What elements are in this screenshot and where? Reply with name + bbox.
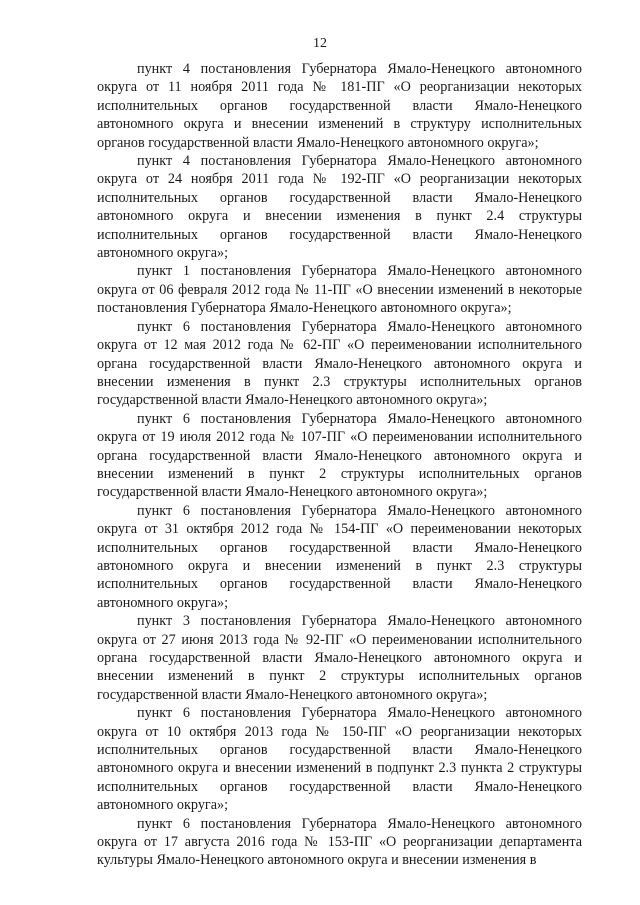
paragraph: пункт 6 постановления Губернатора Ямало-Ненецкого автономного округа от 31 октября 2012 года № 154-ПГ «О переименовании некоторых исполнительных органов государственной власти Ямало-Ненецкого автономного округа и внесении изменений в пункт 2.3 структуры исполнительных органов государственной власти Ямало-Ненецкого автономного округа»; <box>97 502 582 611</box>
paragraph: пункт 6 постановления Губернатора Ямало-Ненецкого автономного округа от 19 июля 2012 года № 107-ПГ «О переименовании исполнительного органа государственной власти Ямало-Ненецкого автономного округа и внесении изменений в пункт 2 структуры исполнительных органов государственной власти Ямало-Ненецкого автономного округа»; <box>97 410 582 501</box>
paragraph: пункт 1 постановления Губернатора Ямало-Ненецкого автономного округа от 06 февраля 2012 года № 11-ПГ «О внесении изменений в некоторые постановления Губернатора Ямало-Ненецкого автономного округа»; <box>97 263 582 317</box>
page-number: 12 <box>313 36 327 51</box>
paragraph: пункт 6 постановления Губернатора Ямало-Ненецкого автономного округа от 10 октября 2013 года № 150-ПГ «О реорганизации некоторых исполнительных органов государственной власти Ямало-Ненецкого автономного округа и внесении изменений в подпункт 2.3 пункта 2 структуры исполнительных органов государственной власти Ямало-Ненецкого автономного округа»; <box>97 705 582 814</box>
document-body <box>97 60 582 870</box>
paragraph: пункт 6 постановления Губернатора Ямало-Ненецкого автономного округа от 17 августа 2016 года № 153-ПГ «О реорганизации департамента культуры Ямало-Ненецкого автономного округа и внесении изменения в <box>97 815 582 869</box>
paragraph: пункт 4 постановления Губернатора Ямало-Ненецкого автономного округа от 24 ноября 2011 года № 192-ПГ «О реорганизации некоторых исполнительных органов государственной власти Ямало-Ненецкого автономного округа и внесении изменения в пункт 2.4 структуры исполнительных органов государственной власти Ямало-Ненецкого автономного округа»; <box>97 153 582 262</box>
paragraph: пункт 6 постановления Губернатора Ямало-Ненецкого автономного округа от 12 мая 2012 года № 62-ПГ «О переименовании исполнительного органа государственной власти Ямало-Ненецкого автономного округа и внесении изменения в пункт 2.3 структуры исполнительных органов государственной власти Ямало-Ненецкого автономного округа»; <box>97 318 582 409</box>
paragraph: пункт 4 постановления Губернатора Ямало-Ненецкого автономного округа от 11 ноября 2011 года № 181-ПГ «О реорганизации некоторых исполнительных органов государственной власти Ямало-Ненецкого автономного округа и внесении изменений в структуру исполнительных органов государственной власти Ямало-Ненецкого автономного округа»; <box>97 61 582 151</box>
paragraph: пункт 3 постановления Губернатора Ямало-Ненецкого автономного округа от 27 июня 2013 года № 92-ПГ «О переименовании исполнительного органа государственной власти Ямало-Ненецкого автономного округа и внесении изменений в пункт 2 структуры исполнительных органов государственной власти Ямало-Ненецкого автономного округа»; <box>97 613 582 703</box>
